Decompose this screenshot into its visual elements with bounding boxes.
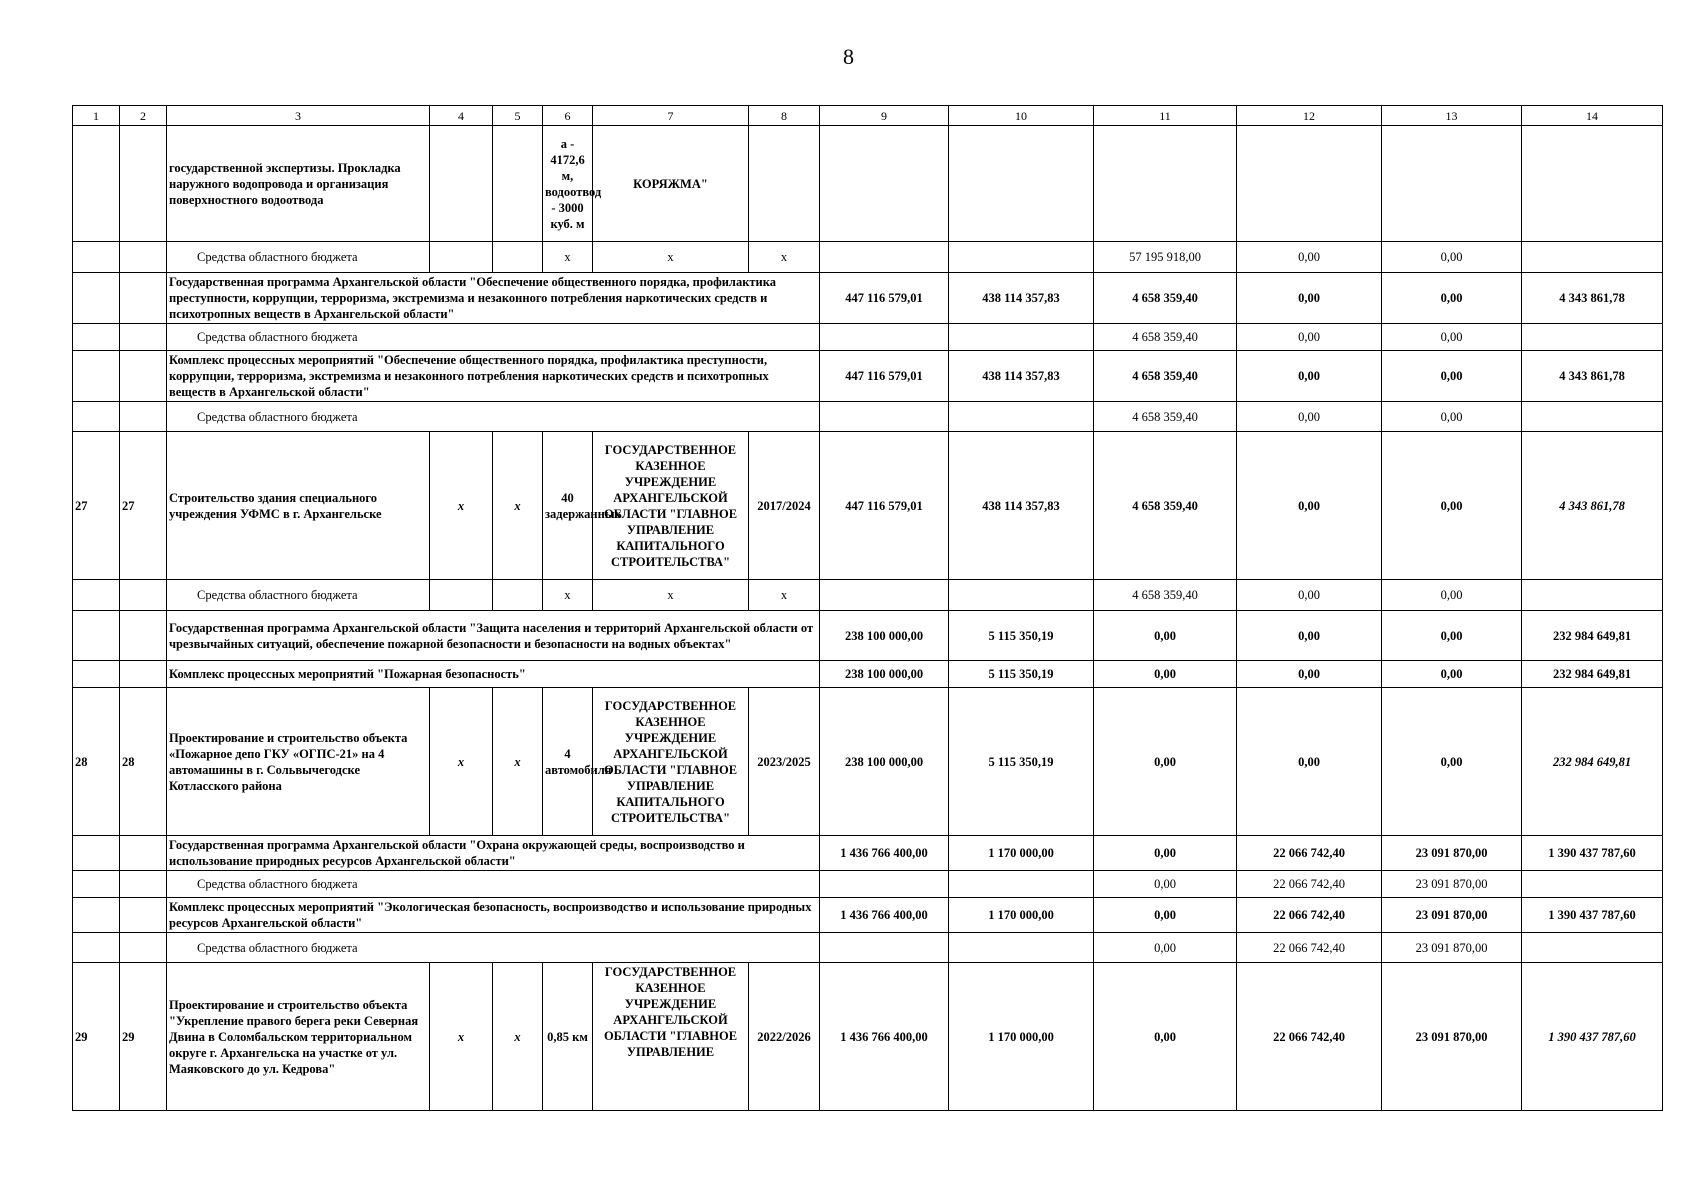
cell: x	[543, 580, 593, 611]
fund-label: Средства областного бюджета	[167, 580, 430, 611]
row-number: 28	[73, 688, 120, 836]
cell: 1 436 766 400,00	[820, 963, 949, 1111]
fund-label: Средства областного бюджета	[167, 242, 430, 273]
header-cell: 2	[120, 106, 167, 126]
capacity-cell: а - 4172,6 м, водоотвод - 3000 куб. м	[543, 126, 593, 242]
table-row	[73, 351, 1663, 402]
cell: 1 390 437 787,60	[1522, 963, 1663, 1111]
cell: 57 195 918,00	[1094, 242, 1237, 273]
cell: 0,00	[1382, 611, 1522, 661]
customer-cell: КОРЯЖМА"	[593, 126, 749, 242]
capacity-cell: 4 автомобиля	[543, 688, 593, 836]
cell: 0,00	[1237, 242, 1382, 273]
table-row	[73, 242, 1663, 273]
cell: 0,00	[1237, 351, 1382, 402]
cell: 232 984 649,81	[1522, 661, 1663, 688]
cell: x	[593, 242, 749, 273]
table-row	[73, 126, 1663, 242]
table-row	[73, 688, 1663, 836]
cell: 0,00	[1094, 661, 1237, 688]
complex-title: Комплекс процессных мероприятий "Обеспечение общественного порядка, профилактика преступности, коррупции, терроризма, экстремизма и незаконного потребления наркотических средств и психотропных веществ в Архангельской области"	[167, 351, 820, 402]
header-cell: 13	[1382, 106, 1522, 126]
cell: 0,00	[1382, 242, 1522, 273]
cell: 23 091 870,00	[1382, 963, 1522, 1111]
fund-label: Средства областного бюджета	[167, 402, 820, 432]
cell: x	[493, 963, 543, 1111]
table-row	[73, 898, 1663, 933]
cell: 0,00	[1094, 898, 1237, 933]
cell: 1 170 000,00	[949, 898, 1094, 933]
cell: 0,00	[1382, 688, 1522, 836]
cell: 4 658 359,40	[1094, 580, 1237, 611]
capacity-cell: 0,85 км	[543, 963, 593, 1111]
cell: x	[430, 432, 493, 580]
row-number: 27	[120, 432, 167, 580]
cell: 0,00	[1382, 402, 1522, 432]
cell: 1 170 000,00	[949, 963, 1094, 1111]
cell: 232 984 649,81	[1522, 688, 1663, 836]
capacity-cell: 40 задержанных	[543, 432, 593, 580]
cell: 4 343 861,78	[1522, 351, 1663, 402]
period-cell: 2022/2026	[749, 963, 820, 1111]
object-name: Строительство здания специального учреждения УФМС в г. Архангельске	[167, 432, 430, 580]
table-row	[73, 933, 1663, 963]
cell: 22 066 742,40	[1237, 871, 1382, 898]
cell: 23 091 870,00	[1382, 898, 1522, 933]
cell: x	[749, 580, 820, 611]
cell: 0,00	[1094, 836, 1237, 871]
cell: 0,00	[1237, 580, 1382, 611]
header-cell: 6	[543, 106, 593, 126]
row-number: 29	[120, 963, 167, 1111]
cell: 0,00	[1237, 273, 1382, 324]
customer-cell: ГОСУДАРСТВЕННОЕ КАЗЕННОЕ УЧРЕЖДЕНИЕ АРХАНГЕЛЬСКОЙ ОБЛАСТИ "ГЛАВНОЕ УПРАВЛЕНИЕ КАПИТАЛЬНОГО СТРОИТЕЛЬСТВА"	[593, 688, 749, 836]
row-number: 29	[73, 963, 120, 1111]
cell: 4 658 359,40	[1094, 432, 1237, 580]
cell: 0,00	[1382, 661, 1522, 688]
cell: 0,00	[1094, 933, 1237, 963]
object-name: Проектирование и строительство объекта «Пожарное депо ГКУ «ОГПС-21» на 4 автомашины в г. Сольвычегодске Котласского района	[167, 688, 430, 836]
table-row	[73, 580, 1663, 611]
table-row	[73, 324, 1663, 351]
program-title: Государственная программа Архангельской области "Охрана окружающей среды, воспроизводство и использование природных ресурсов Архангельской области"	[167, 836, 820, 871]
object-name: государственной экспертизы. Прокладка наружного водопровода и организация поверхностного водоотвода	[167, 126, 430, 242]
customer-cell: ГОСУДАРСТВЕННОЕ КАЗЕННОЕ УЧРЕЖДЕНИЕ АРХАНГЕЛЬСКОЙ ОБЛАСТИ "ГЛАВНОЕ УПРАВЛЕНИЕ	[593, 963, 749, 1111]
row-number: 28	[120, 688, 167, 836]
cell: 447 116 579,01	[820, 351, 949, 402]
header-cell: 11	[1094, 106, 1237, 126]
cell: x	[593, 580, 749, 611]
cell: 5 115 350,19	[949, 611, 1094, 661]
cell: 4 658 359,40	[1094, 402, 1237, 432]
cell: 0,00	[1237, 432, 1382, 580]
cell: 4 343 861,78	[1522, 432, 1663, 580]
cell: 22 066 742,40	[1237, 933, 1382, 963]
cell: 0,00	[1382, 273, 1522, 324]
cell: 0,00	[1382, 432, 1522, 580]
header-cell: 12	[1237, 106, 1382, 126]
object-name: Проектирование и строительство объекта "Укрепление правого берега реки Северная Двина в Соломбальском территориальном округе г. Архангельска на участке от ул. Маяковского до ул. Кедрова"	[167, 963, 430, 1111]
cell: 232 984 649,81	[1522, 611, 1663, 661]
cell: 1 436 766 400,00	[820, 898, 949, 933]
investment-table	[72, 105, 1663, 1111]
cell: 438 114 357,83	[949, 273, 1094, 324]
cell: 0,00	[1094, 871, 1237, 898]
cell: x	[493, 688, 543, 836]
cell: 0,00	[1094, 688, 1237, 836]
cell: 438 114 357,83	[949, 351, 1094, 402]
cell: 0,00	[1237, 688, 1382, 836]
cell: 23 091 870,00	[1382, 933, 1522, 963]
header-cell: 4	[430, 106, 493, 126]
cell: 23 091 870,00	[1382, 871, 1522, 898]
fund-label: Средства областного бюджета	[167, 871, 820, 898]
table-row	[73, 611, 1663, 661]
cell: 4 658 359,40	[1094, 273, 1237, 324]
program-title: Государственная программа Архангельской области "Обеспечение общественного порядка, профилактика преступности, коррупции, терроризма, экстремизма и незаконного потребления наркотических средств и психотропных веществ в Архангельской области"	[167, 273, 820, 324]
cell: 23 091 870,00	[1382, 836, 1522, 871]
header-cell: 3	[167, 106, 430, 126]
table-row	[73, 963, 1663, 1111]
table-row	[73, 273, 1663, 324]
header-cell: 9	[820, 106, 949, 126]
cell: 0,00	[1094, 611, 1237, 661]
cell: 238 100 000,00	[820, 688, 949, 836]
header-cell: 5	[493, 106, 543, 126]
header-cell: 14	[1522, 106, 1663, 126]
cell: x	[430, 963, 493, 1111]
customer-cell: ГОСУДАРСТВЕННОЕ КАЗЕННОЕ УЧРЕЖДЕНИЕ АРХАНГЕЛЬСКОЙ ОБЛАСТИ "ГЛАВНОЕ УПРАВЛЕНИЕ КАПИТАЛЬНОГО СТРОИТЕЛЬСТВА"	[593, 432, 749, 580]
cell: 0,00	[1382, 580, 1522, 611]
cell: 4 343 861,78	[1522, 273, 1663, 324]
cell: x	[493, 432, 543, 580]
cell: 438 114 357,83	[949, 432, 1094, 580]
header-cell: 7	[593, 106, 749, 126]
cell: 4 658 359,40	[1094, 324, 1237, 351]
cell: 0,00	[1237, 611, 1382, 661]
table-row	[73, 432, 1663, 580]
cell: 0,00	[1237, 402, 1382, 432]
cell: 1 436 766 400,00	[820, 836, 949, 871]
table-row	[73, 836, 1663, 871]
cell: 0,00	[1094, 963, 1237, 1111]
cell: x	[749, 242, 820, 273]
cell: 238 100 000,00	[820, 611, 949, 661]
cell: x	[430, 688, 493, 836]
complex-title: Комплекс процессных мероприятий "Пожарная безопасность"	[167, 661, 820, 688]
cell: 1 390 437 787,60	[1522, 836, 1663, 871]
period-cell: 2017/2024	[749, 432, 820, 580]
fund-label: Средства областного бюджета	[167, 933, 820, 963]
header-row	[73, 106, 1663, 126]
cell: 22 066 742,40	[1237, 836, 1382, 871]
table-row	[73, 661, 1663, 688]
header-cell: 1	[73, 106, 120, 126]
cell: 1 390 437 787,60	[1522, 898, 1663, 933]
cell: 22 066 742,40	[1237, 963, 1382, 1111]
cell: 5 115 350,19	[949, 661, 1094, 688]
cell: 22 066 742,40	[1237, 898, 1382, 933]
row-number: 27	[73, 432, 120, 580]
page-number: 8	[843, 44, 854, 69]
cell: 447 116 579,01	[820, 432, 949, 580]
table-row	[73, 871, 1663, 898]
cell: 238 100 000,00	[820, 661, 949, 688]
cell: 0,00	[1237, 324, 1382, 351]
cell: 0,00	[1382, 324, 1522, 351]
cell: 0,00	[1382, 351, 1522, 402]
cell: x	[543, 242, 593, 273]
header-cell: 8	[749, 106, 820, 126]
table-row	[73, 402, 1663, 432]
complex-title: Комплекс процессных мероприятий "Экологическая безопасность, воспроизводство и использование природных ресурсов Архангельской области"	[167, 898, 820, 933]
program-title: Государственная программа Архангельской области "Защита населения и территорий Архангельской области от чрезвычайных ситуаций, обеспечение пожарной безопасности и безопасности на водных объектах"	[167, 611, 820, 661]
cell: 4 658 359,40	[1094, 351, 1237, 402]
period-cell: 2023/2025	[749, 688, 820, 836]
header-cell: 10	[949, 106, 1094, 126]
cell: 1 170 000,00	[949, 836, 1094, 871]
cell: 5 115 350,19	[949, 688, 1094, 836]
fund-label: Средства областного бюджета	[167, 324, 820, 351]
cell: 0,00	[1237, 661, 1382, 688]
cell: 447 116 579,01	[820, 273, 949, 324]
